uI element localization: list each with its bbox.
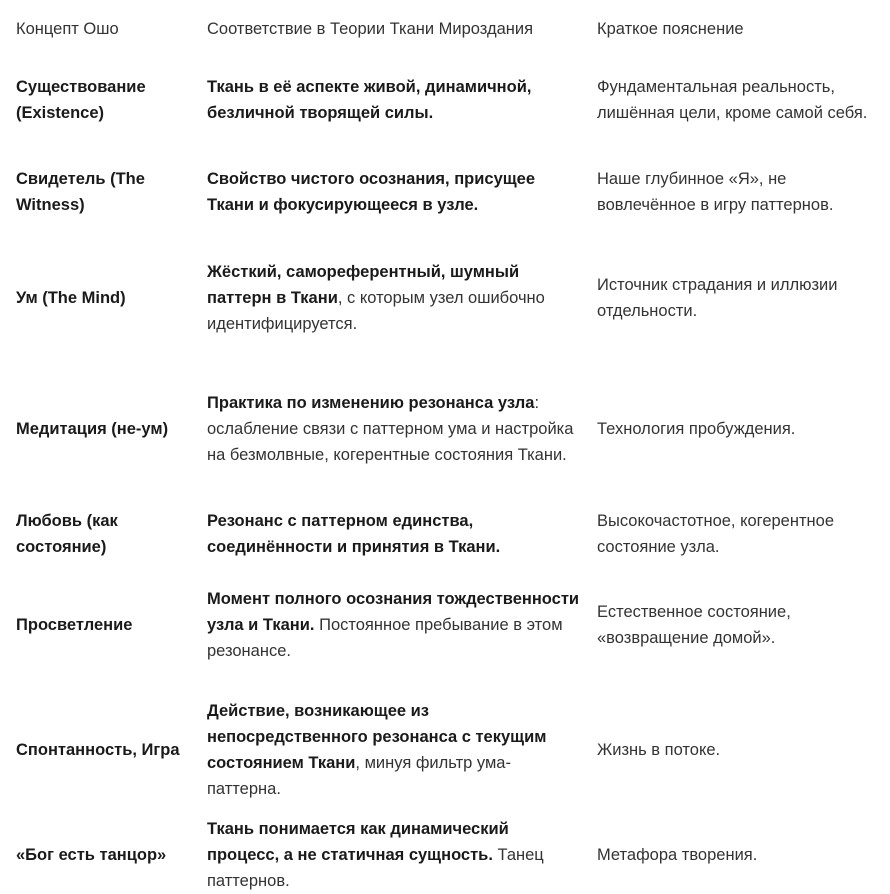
table-row xyxy=(0,259,890,337)
table-row xyxy=(0,166,890,218)
mapping-rest: , минуя фильтр ума-паттерна. xyxy=(207,754,511,798)
mapping-cell xyxy=(207,74,582,126)
mapping-key-phrase: Момент полного осознания тождественности узла и Ткани. xyxy=(207,590,580,634)
mapping-key-phrase: Ткань в её аспекте живой, динамичной, безличной творящей силы. xyxy=(207,78,532,122)
header-concept: Концепт Ошо xyxy=(16,20,119,38)
mapping-cell xyxy=(207,586,582,664)
mapping-cell xyxy=(207,166,582,218)
table-row xyxy=(0,698,890,802)
mapping-key-phrase: Практика по изменению резонанса узла xyxy=(207,394,535,412)
header-mapping: Соответствие в Теории Ткани Мироздания xyxy=(207,20,534,38)
note-cell: Жизнь в потоке. xyxy=(597,741,721,759)
mapping-cell xyxy=(207,259,582,337)
table-header-row xyxy=(0,16,890,42)
mapping-key-phrase: Свойство чистого осознания, присущее Ткани и фокусирующееся в узле. xyxy=(207,170,536,214)
mapping-cell xyxy=(207,816,582,894)
table-row xyxy=(0,816,890,894)
concept-cell: «Бог есть танцор» xyxy=(16,846,167,864)
concept-cell: Ум (The Mind) xyxy=(16,289,126,307)
mapping-cell xyxy=(207,377,582,481)
table-row xyxy=(0,377,890,481)
table-row xyxy=(0,586,890,664)
mapping-cell xyxy=(207,698,582,802)
note-cell: Естественное состояние, «возвращение домой». xyxy=(597,603,791,647)
mapping-rest: , с которым узел ошибочно идентифицируется. xyxy=(207,289,545,333)
concept-cell: Медитация (не-ум) xyxy=(16,420,169,438)
note-cell: Метафора творения. xyxy=(597,846,758,864)
mapping-key-phrase: Действие, возникающее из непосредственного резонанса с текущим состоянием Ткани xyxy=(207,702,547,772)
concept-cell: Просветление xyxy=(16,616,133,634)
mapping-key-phrase: Ткань понимается как динамический процесс, а не статичная сущность. xyxy=(207,820,509,864)
header-note: Краткое пояснение xyxy=(597,20,744,38)
note-cell: Технология пробуждения. xyxy=(597,420,796,438)
mapping-rest: Танец паттернов. xyxy=(207,846,544,890)
note-cell: Фундаментальная реальность, лишённая цели, кроме самой себя. xyxy=(597,78,868,122)
concept-cell: Свидетель (The Witness) xyxy=(16,170,145,214)
mapping-rest: : ослабление связи с паттерном ума и настройка на безмолвные, когерентные состояния Ткани. xyxy=(207,394,574,464)
mapping-cell xyxy=(207,508,582,560)
table-row xyxy=(0,74,890,126)
mapping-key-phrase: Жёсткий, самореферентный, шумный паттерн в Ткани xyxy=(207,263,520,307)
mapping-rest: Постоянное пребывание в этом резонансе. xyxy=(207,616,563,660)
concept-cell: Существование (Existence) xyxy=(16,78,146,122)
note-cell: Высокочастотное, когерентное состояние узла. xyxy=(597,512,834,556)
note-cell: Наше глубинное «Я», не вовлечённое в игру паттернов. xyxy=(597,170,834,214)
concept-cell: Спонтанность, Игра xyxy=(16,741,180,759)
concept-cell: Любовь (как состояние) xyxy=(16,512,118,556)
table-row xyxy=(0,508,890,560)
note-cell: Источник страдания и иллюзии отдельности. xyxy=(597,276,838,320)
mapping-key-phrase: Резонанс с паттерном единства, соединённости и принятия в Ткани. xyxy=(207,512,501,556)
